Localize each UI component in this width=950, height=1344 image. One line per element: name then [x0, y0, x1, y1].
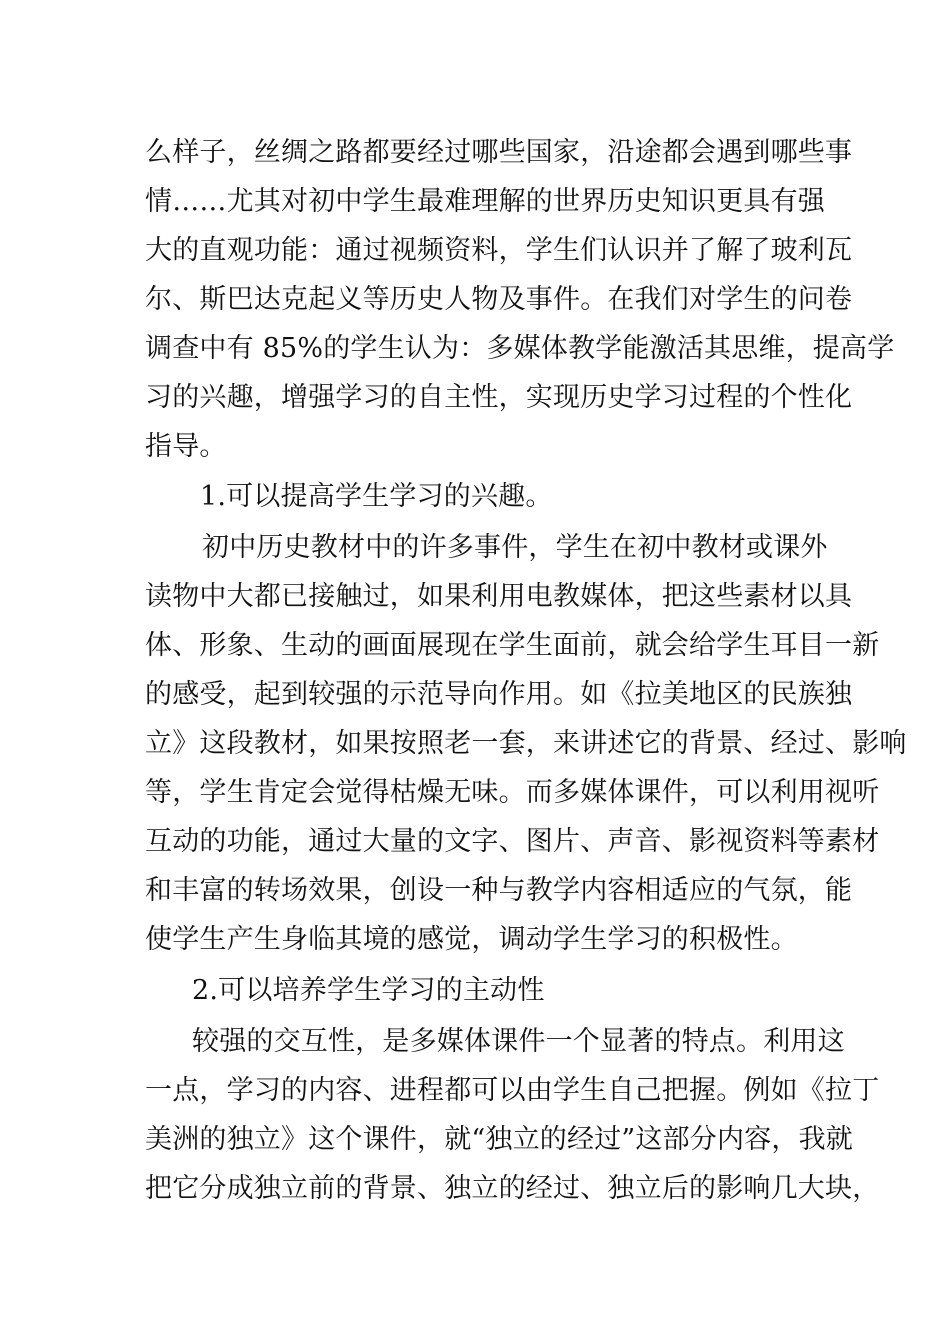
- paragraph-3-line-3: 美洲的独立》这个课件，就“独立的经过”这部分内容，我就: [145, 1124, 854, 1155]
- paragraph-2-line-5: 立》这段教材，如果按照老一套，来讲述它的背景、经过、影响: [145, 728, 907, 759]
- paragraph-3-line-1: 较强的交互性，是多媒体课件一个显著的特点。利用这: [192, 1026, 845, 1057]
- paragraph-3-line-4: 把它分成独立前的背景、独立的经过、独立后的影响几大块，: [145, 1173, 880, 1204]
- section-heading-1: 1.可以提高学生学习的兴趣。: [200, 481, 553, 512]
- paragraph-1-line-5: 调查中有 85%的学生认为：多媒体教学能激活其思维，提高学: [145, 333, 895, 364]
- paragraph-2-line-8: 和丰富的转场效果，创设一种与教学内容相适应的气氛，能: [145, 875, 853, 906]
- paragraph-3-line-2: 一点，学习的内容、进程都可以由学生自己把握。例如《拉丁: [145, 1075, 880, 1106]
- paragraph-1-line-3: 大的直观功能：通过视频资料，学生们认识并了解了玻利瓦: [145, 235, 853, 266]
- paragraph-2-line-1: 初中历史教材中的许多事件，学生在初中教材或课外: [202, 532, 828, 563]
- paragraph-2-line-7: 互动的功能，通过大量的文字、图片、声音、影视资料等素材: [145, 826, 880, 857]
- paragraph-1-line-1: 么样子，丝绸之路都要经过哪些国家，沿途都会遇到哪些事: [145, 137, 853, 168]
- paragraph-1-line-7: 指导。: [145, 431, 227, 462]
- paragraph-2-line-4: 的感受，起到较强的示范导向作用。如《拉美地区的民族独: [145, 679, 853, 710]
- section-heading-2: 2.可以培养学生学习的主动性: [192, 975, 545, 1006]
- paragraph-1-line-4: 尔、斯巴达克起义等历史人物及事件。在我们对学生的问卷: [145, 284, 853, 315]
- paragraph-1-line-6: 习的兴趣，增强学习的自主性，实现历史学习过程的个性化: [145, 382, 853, 413]
- paragraph-2-line-6: 等，学生肯定会觉得枯燥无味。而多媒体课件，可以利用视听: [145, 777, 880, 808]
- paragraph-2-line-2: 读物中大都已接触过，如果利用电教媒体，把这些素材以具: [145, 581, 853, 612]
- paragraph-2-line-9: 使学生产生身临其境的感觉，调动学生学习的积极性。: [145, 924, 798, 955]
- paragraph-1-line-2: 情……尤其对初中学生最难理解的世界历史知识更具有强: [145, 186, 825, 217]
- paragraph-2-line-3: 体、形象、生动的画面展现在学生面前，就会给学生耳目一新: [145, 630, 880, 661]
